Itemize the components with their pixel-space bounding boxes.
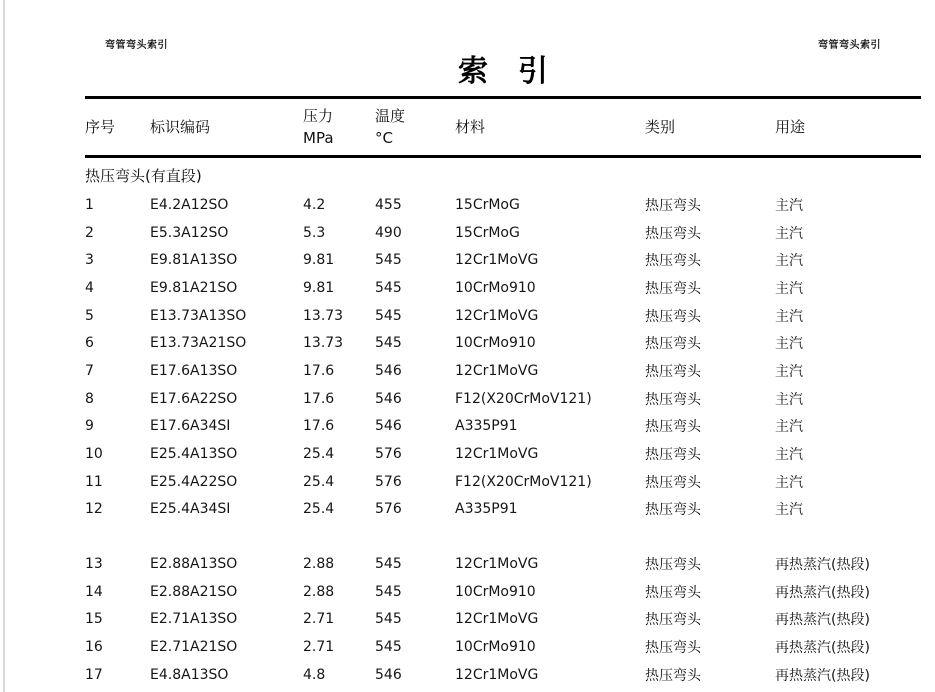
cell-temp: 576	[375, 473, 402, 490]
table-row	[85, 413, 921, 441]
cell-pressure: 17.6	[303, 390, 335, 407]
cell-material: 12Cr1MoVG	[455, 666, 539, 683]
cell-pressure: 17.6	[303, 362, 335, 379]
cell-category: 热压弯头	[645, 584, 701, 601]
column-header-code: 标识编码	[150, 117, 211, 136]
cell-pressure: 25.4	[303, 446, 335, 463]
cell-temp: 546	[375, 390, 402, 407]
cell-material: 10CrMo910	[455, 335, 536, 352]
cell-code: E17.6A34SI	[150, 418, 231, 435]
cell-code: E2.71A13SO	[150, 611, 238, 628]
cell-usage: 主汽	[775, 502, 803, 519]
cell-pressure: 25.4	[303, 473, 335, 490]
cell-usage: 主汽	[775, 474, 803, 491]
cell-code: E2.71A21SO	[150, 639, 238, 656]
table-row	[85, 246, 921, 274]
cell-code: E5.3A12SO	[150, 224, 229, 241]
cell-seq: 1	[85, 196, 94, 213]
cell-temp: 545	[375, 279, 402, 296]
cell-code: E4.2A12SO	[150, 196, 229, 213]
cell-temp: 576	[375, 446, 402, 463]
cell-category: 热压弯头	[645, 308, 701, 325]
header-top-rule	[85, 96, 921, 99]
cell-usage: 主汽	[775, 391, 803, 408]
table-row	[85, 219, 921, 247]
table-row	[85, 440, 921, 468]
cell-temp: 545	[375, 639, 402, 656]
cell-pressure: 17.6	[303, 418, 335, 435]
table-body	[85, 191, 921, 689]
cell-seq: 4	[85, 279, 94, 296]
cell-seq: 11	[85, 473, 103, 490]
cell-usage: 主汽	[775, 363, 803, 380]
column-header-pressure: 压力 MPa	[303, 106, 334, 147]
cell-material: 15CrMoG	[455, 196, 520, 213]
cell-seq: 13	[85, 556, 103, 573]
cell-material: 10CrMo910	[455, 279, 536, 296]
cell-usage: 主汽	[775, 336, 803, 353]
cell-seq: 9	[85, 418, 94, 435]
cell-category: 热压弯头	[645, 557, 701, 574]
cell-usage: 主汽	[775, 419, 803, 436]
cell-pressure: 4.2	[303, 196, 326, 213]
cell-temp: 545	[375, 335, 402, 352]
header-bottom-rule	[85, 155, 921, 158]
cell-usage: 主汽	[775, 308, 803, 325]
column-header-temp: 温度 °C	[375, 106, 406, 147]
table-row	[85, 191, 921, 219]
running-header-right: 弯管弯头索引	[818, 40, 881, 51]
section-title: 热压弯头(有直段)	[85, 167, 202, 185]
cell-seq: 3	[85, 252, 94, 269]
cell-material: 12Cr1MoVG	[455, 252, 539, 269]
cell-seq: 5	[85, 307, 94, 324]
cell-temp: 545	[375, 611, 402, 628]
cell-code: E25.4A34SI	[150, 501, 231, 518]
cell-category: 热压弯头	[645, 280, 701, 297]
cell-pressure: 4.8	[303, 666, 326, 683]
cell-temp: 545	[375, 583, 402, 600]
cell-seq: 6	[85, 335, 94, 352]
cell-material: 12Cr1MoVG	[455, 556, 539, 573]
cell-category: 热压弯头	[645, 502, 701, 519]
cell-category: 热压弯头	[645, 640, 701, 657]
cell-code: E25.4A22SO	[150, 473, 238, 490]
cell-material: 10CrMo910	[455, 583, 536, 600]
cell-pressure: 2.88	[303, 556, 335, 573]
column-header-seq: 序号	[85, 117, 116, 136]
cell-usage: 主汽	[775, 197, 803, 214]
cell-material: F12(X20CrMoV121)	[455, 473, 592, 490]
cell-code: E2.88A21SO	[150, 583, 238, 600]
cell-seq: 16	[85, 639, 103, 656]
cell-temp: 490	[375, 224, 402, 241]
cell-material: F12(X20CrMoV121)	[455, 390, 592, 407]
cell-code: E4.8A13SO	[150, 666, 229, 683]
cell-category: 热压弯头	[645, 197, 701, 214]
cell-temp: 545	[375, 307, 402, 324]
cell-material: 10CrMo910	[455, 639, 536, 656]
cell-category: 热压弯头	[645, 225, 701, 242]
cell-category: 热压弯头	[645, 447, 701, 464]
cell-pressure: 5.3	[303, 224, 326, 241]
cell-category: 热压弯头	[645, 253, 701, 270]
cell-usage: 主汽	[775, 253, 803, 270]
cell-category: 热压弯头	[645, 363, 701, 380]
cell-pressure: 25.4	[303, 501, 335, 518]
table-row	[85, 385, 921, 413]
cell-usage: 主汽	[775, 447, 803, 464]
cell-material: 15CrMoG	[455, 224, 520, 241]
cell-temp: 576	[375, 501, 402, 518]
cell-temp: 546	[375, 418, 402, 435]
cell-pressure: 2.88	[303, 583, 335, 600]
cell-category: 热压弯头	[645, 391, 701, 408]
table-row	[85, 606, 921, 634]
cell-material: 12Cr1MoVG	[455, 362, 539, 379]
cell-material: 12Cr1MoVG	[455, 446, 539, 463]
column-header-category: 类别	[645, 117, 676, 136]
table-row	[85, 661, 921, 689]
cell-pressure: 9.81	[303, 279, 335, 296]
cell-temp: 545	[375, 252, 402, 269]
table-row	[85, 468, 921, 496]
cell-temp: 545	[375, 556, 402, 573]
cell-code: E13.73A13SO	[150, 307, 247, 324]
column-header-usage: 用途	[775, 117, 806, 136]
table-row	[85, 578, 921, 606]
table-row	[85, 302, 921, 330]
cell-usage: 再热蒸汽(热段)	[775, 667, 870, 684]
cell-category: 热压弯头	[645, 667, 701, 684]
cell-usage: 主汽	[775, 280, 803, 297]
table-row	[85, 274, 921, 302]
table-row	[85, 550, 921, 578]
cell-material: 12Cr1MoVG	[455, 307, 539, 324]
cell-category: 热压弯头	[645, 612, 701, 629]
cell-pressure: 9.81	[303, 252, 335, 269]
row-group-spacer	[85, 523, 921, 550]
table-header-row	[85, 101, 921, 154]
table-row	[85, 496, 921, 524]
page-title: 索 引	[458, 54, 548, 89]
cell-seq: 17	[85, 666, 103, 683]
cell-material: A335P91	[455, 501, 518, 518]
cell-code: E2.88A13SO	[150, 556, 238, 573]
cell-usage: 主汽	[775, 225, 803, 242]
table-row	[85, 357, 921, 385]
cell-code: E9.81A21SO	[150, 279, 238, 296]
cell-seq: 12	[85, 501, 103, 518]
cell-pressure: 13.73	[303, 307, 344, 324]
cell-seq: 2	[85, 224, 94, 241]
cell-category: 热压弯头	[645, 474, 701, 491]
cell-code: E25.4A13SO	[150, 446, 238, 463]
cell-code: E13.73A21SO	[150, 335, 247, 352]
cell-material: A335P91	[455, 418, 518, 435]
cell-seq: 7	[85, 362, 94, 379]
cell-temp: 546	[375, 666, 402, 683]
cell-temp: 455	[375, 196, 402, 213]
cell-code: E9.81A13SO	[150, 252, 238, 269]
cell-seq: 15	[85, 611, 103, 628]
cell-pressure: 2.71	[303, 611, 335, 628]
table-row	[85, 329, 921, 357]
cell-seq: 10	[85, 446, 103, 463]
cell-seq: 8	[85, 390, 94, 407]
running-header-left: 弯管弯头索引	[105, 40, 168, 51]
cell-temp: 546	[375, 362, 402, 379]
cell-category: 热压弯头	[645, 336, 701, 353]
column-header-material: 材料	[455, 117, 486, 136]
cell-seq: 14	[85, 583, 103, 600]
cell-usage: 再热蒸汽(热段)	[775, 584, 870, 601]
cell-pressure: 13.73	[303, 335, 344, 352]
cell-material: 12Cr1MoVG	[455, 611, 539, 628]
cell-code: E17.6A13SO	[150, 362, 238, 379]
cell-pressure: 2.71	[303, 639, 335, 656]
cell-usage: 再热蒸汽(热段)	[775, 640, 870, 657]
cell-usage: 再热蒸汽(热段)	[775, 612, 870, 629]
cell-code: E17.6A22SO	[150, 390, 238, 407]
cell-category: 热压弯头	[645, 419, 701, 436]
page-left-edge	[3, 0, 5, 692]
table-row	[85, 633, 921, 661]
cell-usage: 再热蒸汽(热段)	[775, 557, 870, 574]
